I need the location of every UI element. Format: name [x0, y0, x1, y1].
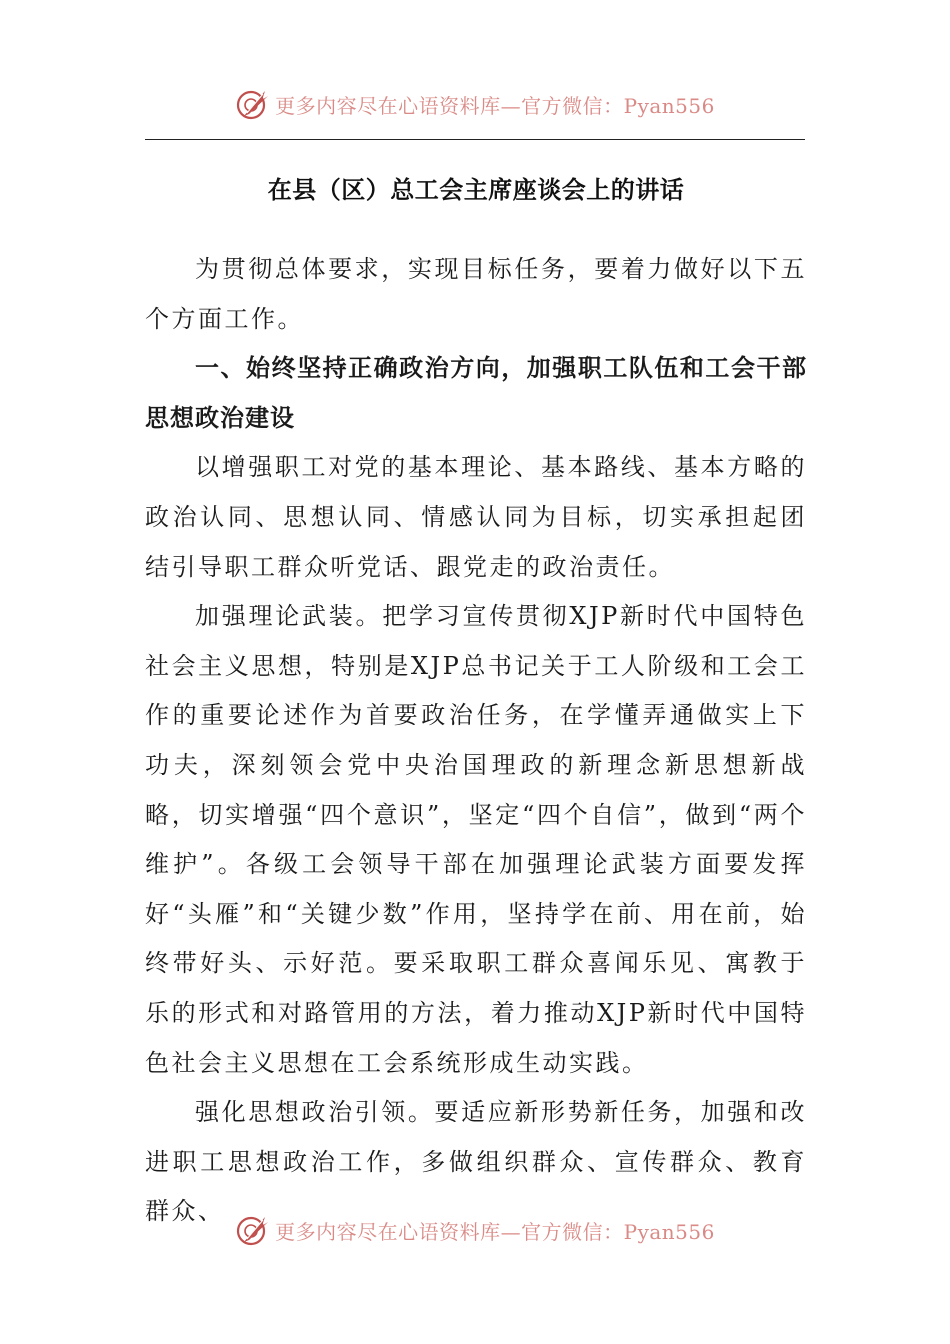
watermark-text: 更多内容尽在心语资料库—官方微信：Pyan556	[275, 93, 715, 118]
paragraph-intro: 为贯彻总体要求，实现目标任务，要着力做好以下五个方面工作。	[145, 255, 807, 333]
watermark-text: 更多内容尽在心语资料库—官方微信：Pyan556	[275, 1219, 715, 1244]
paragraph-goal: 以增强职工对党的基本理论、基本路线、基本方略的政治认同、思想认同、情感认同为目标，切实承担起团结引导职工群众听党话、跟党走的政治责任。	[145, 453, 807, 581]
paragraph-theory: 加强理论武装。把学习宣传贯彻XJP新时代中国特色社会主义思想，特别是XJP总书记关于工人阶级和工会工作的重要论述作为首要政治任务，在学懂弄通做实上下功夫，深刻领会党中央治国理政的新理念新思想新战略，切实增强“四个意识”，坚定“四个自信”，做到“两个维护”。各级工会领导干部在加强理论武装方面要发挥好“头雁”和“关键少数”作用，坚持学在前、用在前，始终带好头、示好范。要采取职工群众喜闻乐见、寓教于乐的形式和对路管用的方法，着力推动XJP新时代中国特色社会主义思想在工会系统形成生动实践。	[145, 602, 807, 1077]
paragraph-guidance: 强化思想政治引领。要适应新形势新任务，加强和改进职工思想政治工作，多做组织群众、宣传群众、教育群众、	[145, 1098, 807, 1226]
document-body	[145, 245, 807, 1237]
quill-logo-icon	[235, 1212, 271, 1248]
footer-watermark-banner	[0, 1210, 950, 1250]
quill-logo-icon	[235, 86, 271, 122]
document-title: 在县（区）总工会主席座谈会上的讲话	[267, 176, 685, 204]
section-heading-1: 一、始终坚持正确政治方向，加强职工队伍和工会干部思想政治建设	[145, 354, 807, 432]
header-divider	[145, 139, 805, 140]
header-watermark-banner	[0, 84, 950, 124]
